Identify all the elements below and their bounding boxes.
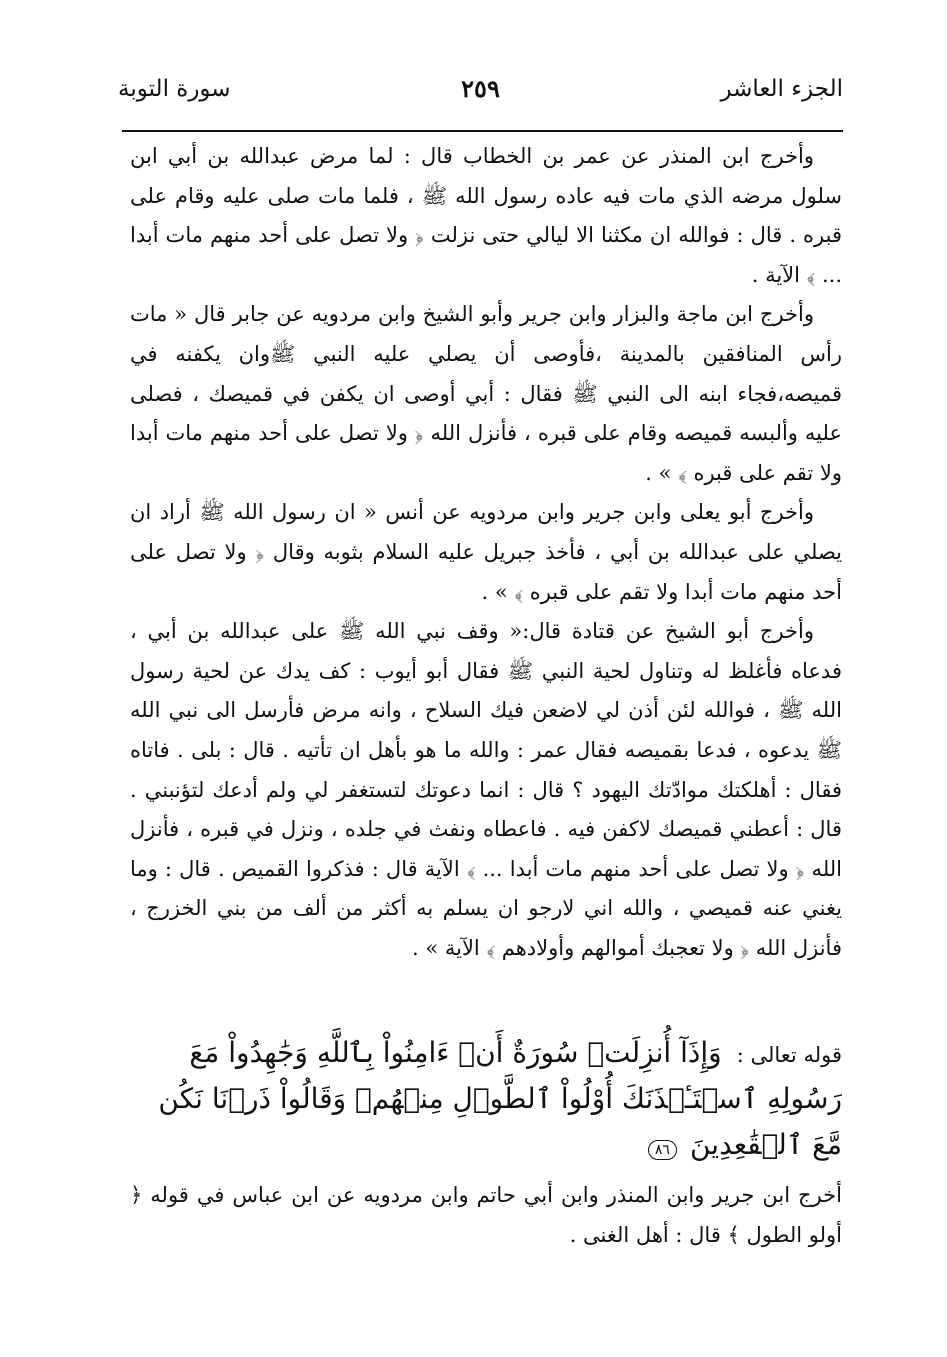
narration-paragraph: وأخرج ابن المنذر عن عمر بن الخطاب قال : لما مرض عبدالله بن أبي ابن سلول مرضه الذي مات فيه عاده رسول الله ﷺ ، فلما مات صلى عليه وقام على قبره . قال : فوالله ان مكثنا الا ليالي حتى نزلت ﴿ ولا تصل على أحد منهم مات أبدا ... ﴾ الآية . xyxy=(130,144,842,287)
hadith-narrations xyxy=(130,137,842,968)
verse-intro: قوله تعالى : xyxy=(736,1043,842,1067)
page-number: ٢٥٩ xyxy=(461,74,500,103)
running-head xyxy=(118,68,843,118)
narration-paragraph: وأخرج أبو يعلى وابن جرير وابن مردويه عن أنس « ان رسول الله ﷺ أراد ان يصلي على عبدالله بن أبي ، فأخذ جبريل عليه السلام بثوبه وقال ﴿ ولا تصل على أحد منهم مات أبدا ولا تقم على قبره ﴾ » . xyxy=(130,500,842,604)
narration-paragraph: وأخرج أبو الشيخ عن قتادة قال:« وقف نبي الله ﷺ على عبدالله بن أبي ، فدعاه فأغلظ له وتناول لحية النبي ﷺ فقال أبو أيوب : كف يدك عن لحية رسول الله ﷺ ، فوالله لئن أذن لي لاضعن فيك السلاح ، وانه مرض فأرسل الى نبي الله ﷺ يدعوه ، فدعا بقميصه فقال عمر : والله ما هو بأهل ان تأتيه . قال : بلى . فاتاه فقال : أهلكتك موادّتك اليهود ؟ قال : انما دعوتك لتستغفر لي ولم أدعك لتؤنبني . قال : أعطني قميصك لاكفن فيه . فاعطاه ونفث في جلده ، ونزل في قبره ، فأنزل الله ﴿ ولا تصل على أحد منهم مات أبدا ... ﴾ الآية قال : فذكروا القميص . قال : وما يغني عنه قميصي ، والله اني لارجو ان يسلم به أكثر من ألف من بني الخزرج ، فأنزل الله ﴿ ولا تعجبك أموالهم وأولادهم ﴾ الآية » . xyxy=(130,619,842,960)
narration-paragraph: وأخرج ابن ماجة والبزار وابن جرير وأبو الشيخ وابن مردويه عن جابر قال « مات رأس المنافقين بالمدينة ،فأوصى أن يصلي عليه النبي ﷺوان يكفنه في قميصه،فجاء ابنه الى النبي ﷺ فقال : أبي أوصى ان يكفن في قميصك ، فصلى عليه وألبسه قميصه وقام على قبره ، فأنزل الله ﴿ ولا تصل على أحد منهم مات أبدا ولا تقم على قبره ﴾ » . xyxy=(130,302,842,485)
verse-commentary: أخرج ابن جرير وابن المنذر وابن أبي حاتم وابن مردويه عن ابن عباس في قوله ﴿ أولو الطول ﴾ قال : أهل الغنى . xyxy=(130,1183,842,1247)
quran-verse-block xyxy=(130,1030,842,1168)
header-divider xyxy=(122,130,843,132)
part-title: الجزء العاشر xyxy=(720,76,843,102)
verse-number-marker: ٨٦ xyxy=(648,1140,677,1160)
surah-title: سورة التوبة xyxy=(118,76,231,102)
verse-text: وَإِذَآ أُنزِلَتۡ سُورَةٌ أَنۡ ءَامِنُواْ بِٱللَّهِ وَجَٰهِدُواْ مَعَ رَسُولِهِ ٱسۡتَـٔۡذَنَكَ أُوْلُواْ ٱلطَّوۡلِ مِنۡهُمۡ وَقَالُواْ ذَرۡنَا نَكُن مَّعَ ٱلۡقَٰعِدِينَ xyxy=(158,1036,842,1161)
